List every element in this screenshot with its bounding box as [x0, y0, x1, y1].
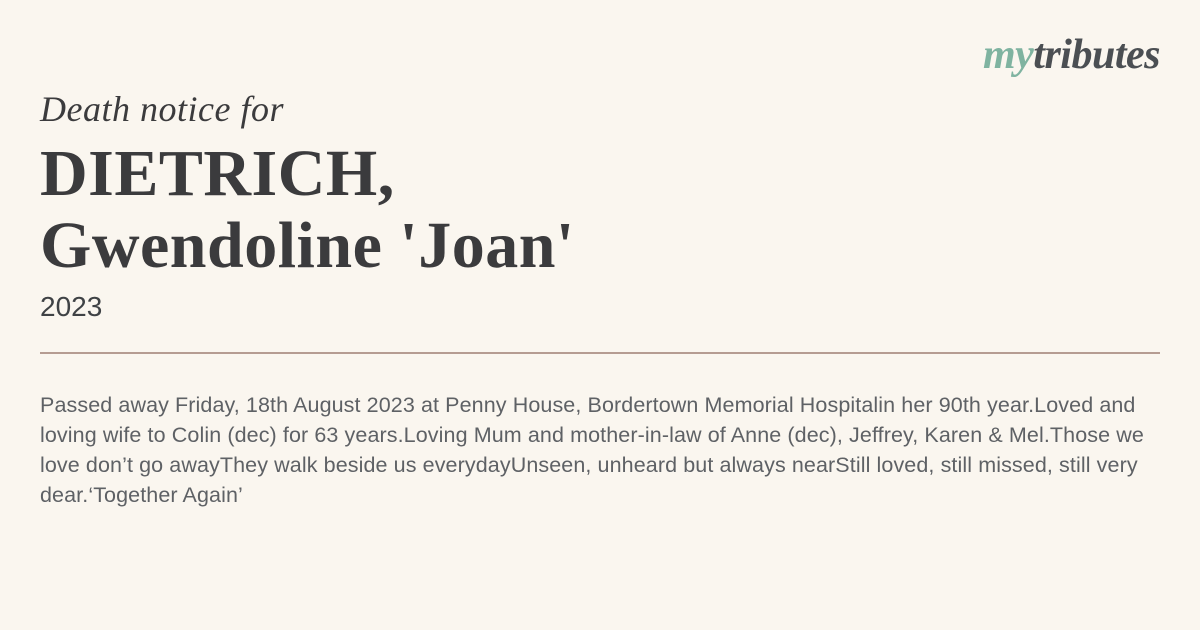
- logo-prefix: my: [982, 32, 1034, 78]
- notice-year: 2023: [40, 291, 103, 322]
- divider-line: [40, 352, 1160, 354]
- mytributes-logo[interactable]: [983, 34, 1160, 76]
- notice-body-text: Passed away Friday, 18th August 2023 at Penny House, Bordertown Memorial Hospitalin her 90th year.Loved and loving wife to Colin (dec) for 63 years.Loving Mum and mother-in-law of Anne (dec), Jeffrey, Karen & Mel.Those we love don’t go awayThey walk beside us everydayUnseen, unheard but always nearStill loved, still missed, still very dear.‘Together Again’: [40, 393, 1144, 507]
- deceased-name-heading: [40, 138, 575, 282]
- death-notice-eyebrow: Death notice for: [40, 89, 284, 129]
- deceased-given-names: Gwendoline 'Joan': [40, 209, 575, 282]
- logo-suffix: tributes: [1033, 32, 1160, 78]
- deceased-surname: DIETRICH,: [40, 137, 395, 210]
